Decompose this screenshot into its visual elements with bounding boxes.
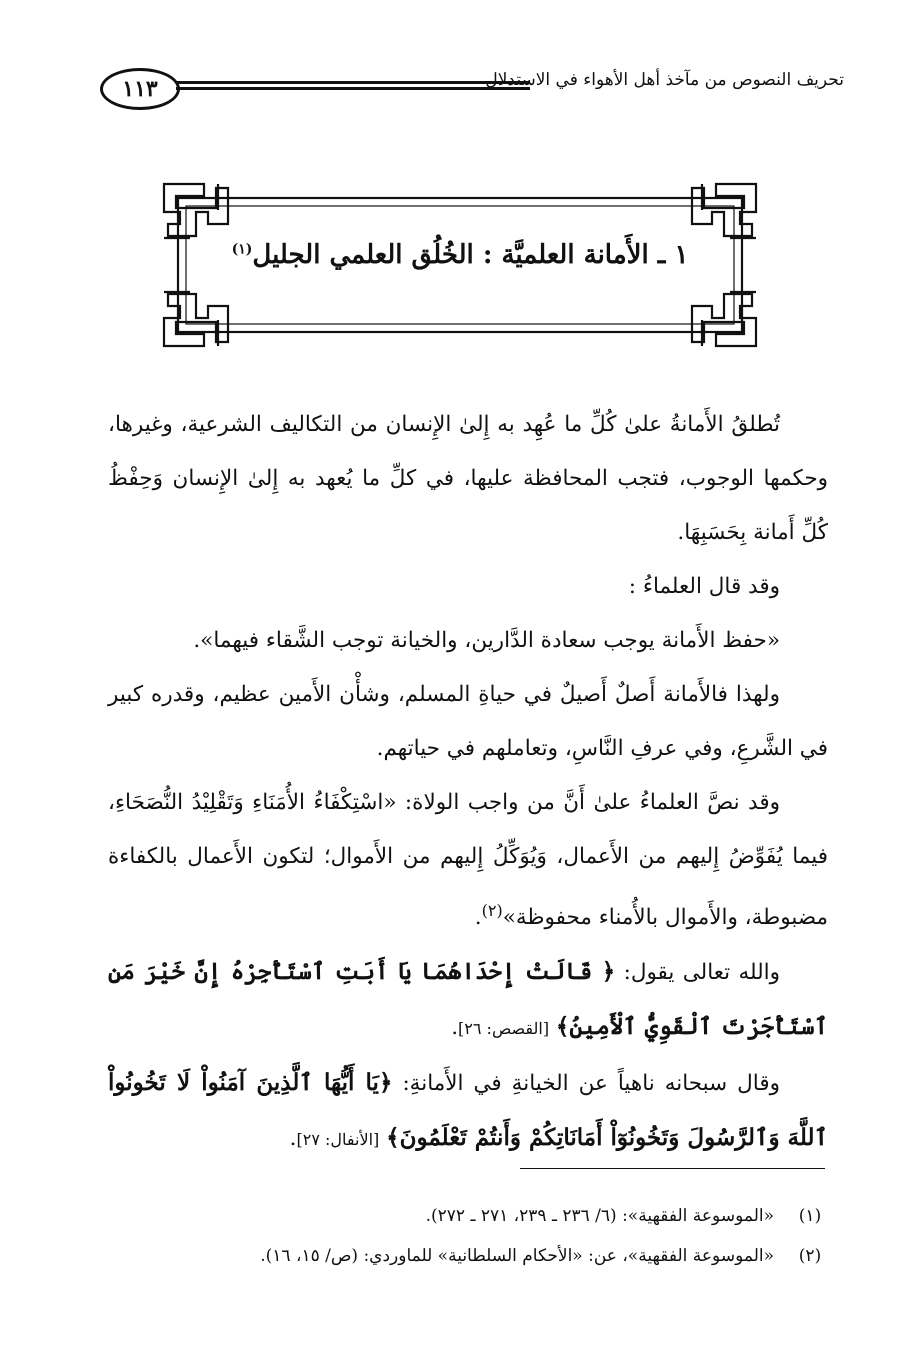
citation-qasas: [القصص: ٢٦] xyxy=(458,1019,550,1039)
footnote-1-text: «الموسوعة الفقهية»: (٦/ ٢٣٦ ـ ٢٣٩، ٢٧١ ـ ٢٧٢). xyxy=(425,1206,774,1226)
footnote-2-text: «الموسوعة الفقهية»، عن: «الأحكام السلطانية» للماوردي: (ص/ ١٥، ١٦). xyxy=(260,1246,774,1266)
paragraph-6 xyxy=(108,945,828,1056)
paragraph-7-intro: وقال سبحانه ناهياً عن الخيانةِ في الأَمانةِ: xyxy=(402,1071,780,1097)
footnote-2 xyxy=(108,1236,824,1276)
paragraph-2: وقد قال العلماءُ : xyxy=(628,574,780,599)
paragraph-5-end: . xyxy=(474,905,482,931)
paragraph-5 xyxy=(108,776,828,945)
paragraph-6-intro: والله تعالى يقول: xyxy=(623,960,780,986)
footnote-ref-1: (١) xyxy=(231,241,253,258)
footnotes xyxy=(108,1196,824,1276)
paragraph-4: ولهذا فالأَمانة أَصلٌ أَصيلٌ في حياةِ المسلم، وشأْن الأَمين عظيم، وقدره كبير في الشَّرعِ، وفي عرفِ النَّاسِ، وتعاملهم في حياتهم. xyxy=(108,682,828,761)
paragraph-7-end: . xyxy=(289,1126,297,1152)
main-text xyxy=(108,398,828,1167)
quran-verse-qasas: ﴿ قَالَتْ إِحْدَاهُمَا يَا أَبَتِ ٱسْتَأْجِرْهُ إِنَّ خَيْرَ مَنِ ٱسْتَأْجَرْتَ ٱلْقَوِيُّ ٱلْأَمِينُ﴾ xyxy=(108,958,828,1041)
footnote-ref-2: (٢) xyxy=(481,901,503,920)
paragraph-1: تُطلقُ الأَمانةُ علىٰ كُلِّ ما عُهِد به إِلىٰ الإِنسان من التكاليف الشرعية، وغيرها، وحكمها الوجوب، فتجب المحافظة عليها، في كلِّ ما يُعهد به إِلىٰ الإِنسان وَحِفْظُ كُلِّ أَمانة بِحَسَبِهَا. xyxy=(108,412,828,545)
paragraph-5-text: وقد نصَّ العلماءُ علىٰ أَنَّ من واجب الولاة: «اسْتِكْفَاءُ الأُمَنَاءِ وَتَقْلِيْدُ النُّصَحَاءِ، فيما يُفَوِّضُ إِليهم من الأَعمال، وَيُوَكِّلُ إِليهم من الأَموال؛ لتكون الأَعمال بالكفاءة مضبوطة، والأَموال بالأُمناء محفوظة» xyxy=(108,790,828,931)
section-title-text: ١ ـ الأَمانة العلميَّة : الخُلُق العلمي الجليل xyxy=(252,240,689,270)
paragraph-6-end: . xyxy=(451,1015,459,1041)
section-title xyxy=(160,240,760,270)
quran-verse-anfal: ﴿يَا أَيُّهَا ٱلَّذِينَ آمَنُواْ لَا تَخُونُواْ ٱللَّهَ وَٱلرَّسُولَ وَتَخُونُوٓاْ أَمَانَاتِكُمْ وَأَنتُمْ تَعْلَمُونَ﴾ xyxy=(108,1069,828,1152)
section-title-frame xyxy=(160,180,760,350)
footnote-1 xyxy=(108,1196,824,1236)
page-number: ١١٣ xyxy=(100,68,180,110)
page-header xyxy=(100,68,844,114)
running-title: تحريف النصوص من مآخذ أهل الأهواء في الاستدلال xyxy=(485,70,844,90)
footnote-2-number: (٢) xyxy=(798,1246,822,1266)
footnote-1-number: (١) xyxy=(798,1206,822,1226)
paragraph-3-quote: «حفظ الأَمانة يوجب سعادة الدَّارين، والخيانة توجب الشَّقاء فيهما». xyxy=(193,628,780,653)
paragraph-7 xyxy=(108,1056,828,1167)
citation-anfal: [الأنفال: ٢٧] xyxy=(296,1130,380,1150)
footnote-separator xyxy=(520,1168,825,1169)
header-double-rule xyxy=(176,81,530,90)
